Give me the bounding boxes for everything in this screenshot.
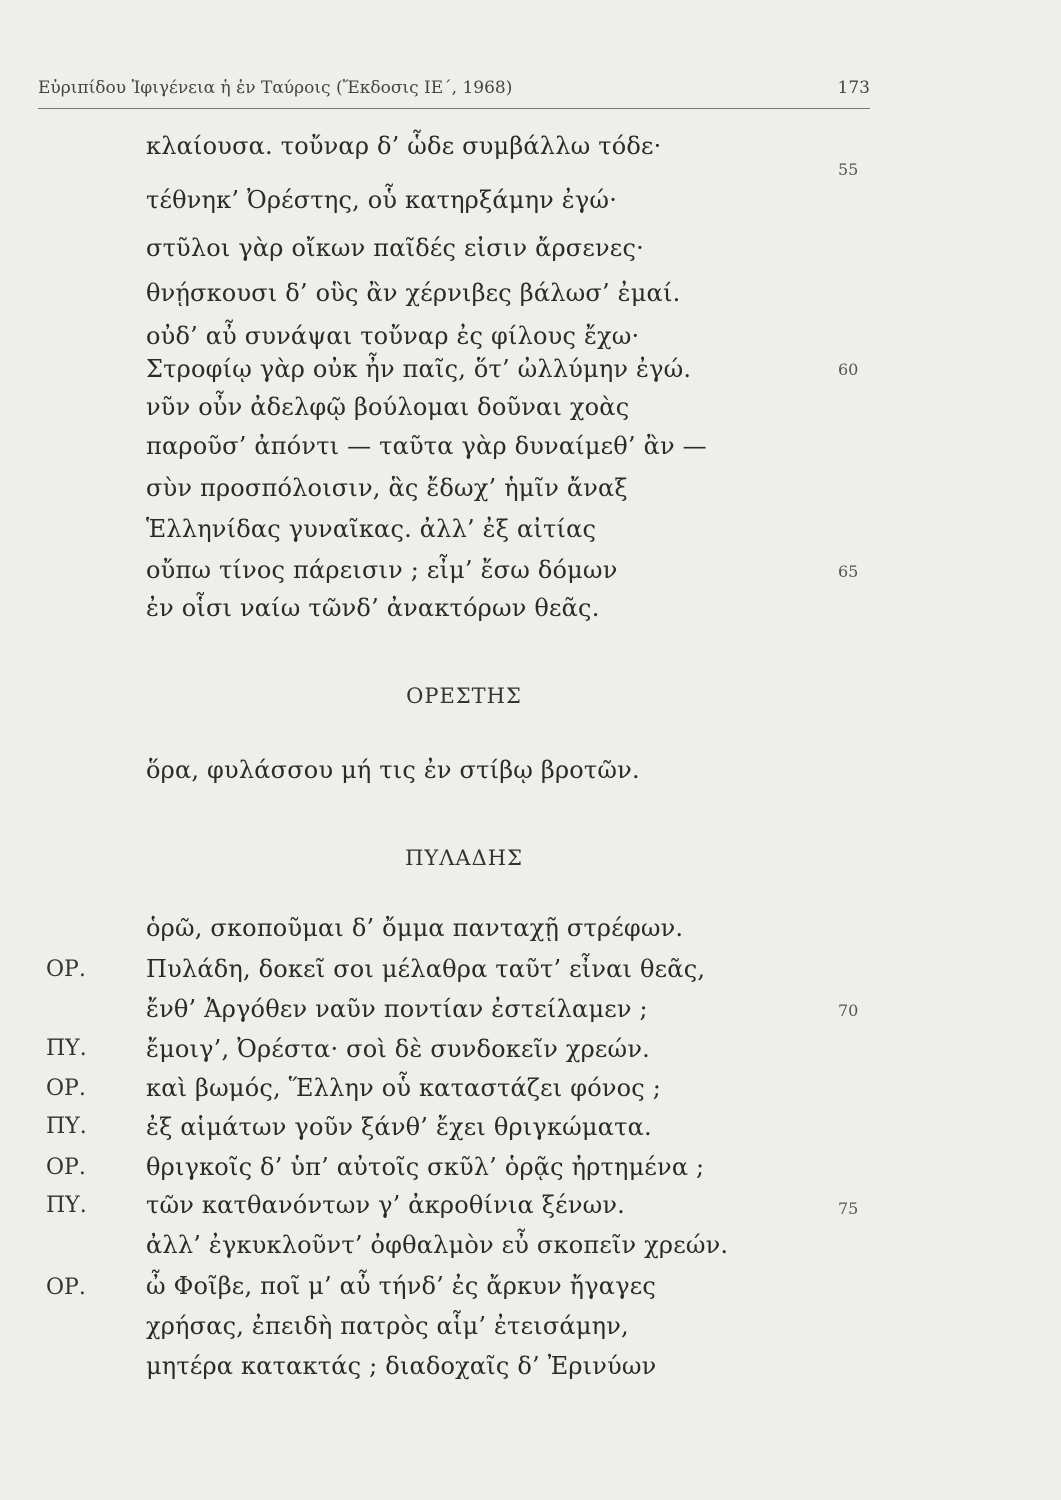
verse-line: ἀλλ’ ἐγκυκλοῦντ’ ὀφθαλμὸν εὖ σκοπεῖν χρεών. [146, 1231, 729, 1259]
verse-line: χρήσας, ἐπειδὴ πατρὸς αἷμ’ ἐτεισάμην, [146, 1312, 629, 1340]
page-number: 173 [837, 78, 870, 98]
header-rule [38, 108, 870, 109]
verse-line: οὔπω τίνος πάρεισιν ; εἶμ’ ἔσω δόμων [146, 556, 618, 584]
verse-line: Ἑλληνίδας γυναῖκας. ἀλλ’ ἐξ αἰτίας [146, 515, 597, 543]
verse-line: νῦν οὖν ἀδελφῷ βούλομαι δοῦναι χοὰς [146, 393, 630, 421]
verse-line: ἐν οἷσι ναίω τῶνδ’ ἀνακτόρων θεᾶς. [146, 594, 600, 622]
verse-line: θνῄσκουσι δ’ οὓς ἂν χέρνιβες βάλωσ’ ἐμαί. [146, 279, 681, 307]
verse-line: ὁρῶ, σκοποῦμαι δ’ ὄμμα πανταχῇ στρέφων. [146, 914, 684, 942]
speaker-label: ΟΡ. [46, 1275, 86, 1300]
speaker-label: ΠΥ. [46, 1193, 87, 1218]
verse-line: οὐδ’ αὖ συνάψαι τοὔναρ ἐς φίλους ἔχω· [146, 322, 640, 350]
verse-line: Πυλάδη, δοκεῖ σοι μέλαθρα ταῦτ’ εἶναι θεᾶς, [146, 955, 706, 983]
speaker-heading-pylades: ΠΥΛΑΔΗΣ [405, 846, 523, 870]
speaker-label: ΟΡ. [46, 957, 86, 982]
verse-line: τέθνηκ’ Ὀρέστης, οὗ κατηρξάμην ἐγώ· [146, 186, 618, 214]
verse-line: παροῦσ’ ἀπόντι — ταῦτα γὰρ δυναίμεθ’ ἂν — [146, 432, 707, 460]
speaker-label: ΠΥ. [46, 1036, 87, 1061]
speaker-heading-orestes: ΟΡΕΣΤΗΣ [406, 684, 522, 708]
verse-line: σὺν προσπόλοισιν, ἃς ἔδωχ’ ἡμῖν ἄναξ [146, 474, 628, 502]
verse-line: μητέρα κατακτάς ; διαδοχαῖς δ’ Ἐρινύων [146, 1352, 657, 1380]
verse-line: τῶν κατθανόντων γ’ ἀκροθίνια ξένων. [146, 1191, 625, 1219]
verse-line: Στροφίῳ γὰρ οὐκ ἦν παῖς, ὅτ’ ὠλλύμην ἐγώ. [146, 355, 692, 383]
verse-line: ἔμοιγ’, Ὀρέστα· σοὶ δὲ συνδοκεῖν χρεών. [146, 1035, 650, 1063]
speaker-label: ΟΡ. [46, 1155, 86, 1180]
verse-line: στῦλοι γὰρ οἴκων παῖδές εἰσιν ἄρσενες· [146, 234, 644, 262]
verse-line: καὶ βωμός, Ἕλλην οὗ καταστάζει φόνος ; [146, 1074, 662, 1102]
line-number: 65 [838, 562, 859, 581]
speaker-label: ΟΡ. [46, 1076, 86, 1101]
line-number: 60 [838, 360, 859, 379]
verse-line: ὦ Φοῖβε, ποῖ μ’ αὖ τήνδ’ ἐς ἄρκυν ἤγαγες [146, 1272, 657, 1300]
line-number: 55 [838, 160, 859, 179]
speaker-label: ΠΥ. [46, 1114, 87, 1139]
verse-line: ἐξ αἱμάτων γοῦν ξάνθ’ ἔχει θριγκώματα. [146, 1113, 652, 1141]
running-head-title: Εὐριπίδου Ἰφιγένεια ἡ ἐν Ταύροις (Ἔκδοσις ΙΕ΄, 1968) [38, 78, 513, 98]
verse-line: κλαίουσα. τοὔναρ δ’ ὧδε συμβάλλω τόδε· [146, 132, 662, 160]
verse-line: θριγκοῖς δ’ ὑπ’ αὐτοῖς σκῦλ’ ὁρᾷς ἠρτημένα ; [146, 1153, 705, 1181]
verse-line: ἔνθ’ Ἀργόθεν ναῦν ποντίαν ἐστείλαμεν ; [146, 995, 648, 1023]
line-number: 75 [838, 1199, 859, 1218]
line-number: 70 [838, 1001, 859, 1020]
verse-line: ὅρα, φυλάσσου μή τις ἐν στίβῳ βροτῶν. [146, 756, 640, 784]
